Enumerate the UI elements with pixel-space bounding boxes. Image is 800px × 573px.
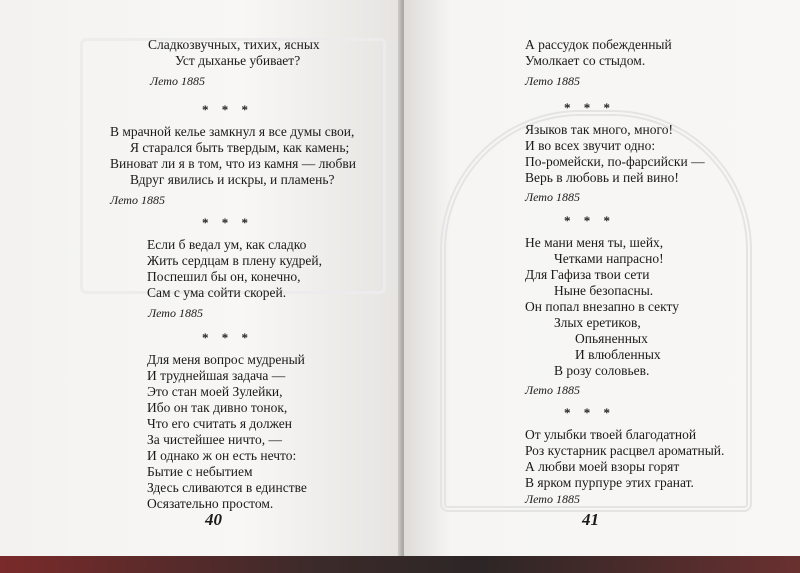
poem-line: Что его считать я должен <box>147 416 292 431</box>
poem-line: Для Гафиза твои сети <box>525 267 650 282</box>
poem-line: Жить сердцам в плену кудрей, <box>147 253 323 268</box>
poem-line: А любви моей взоры горят <box>525 459 680 474</box>
section-stars: * * * <box>564 100 615 115</box>
poem-line: В розу соловьев. <box>554 363 650 378</box>
poem-line: Не мани меня ты, шейх, <box>525 235 664 250</box>
poem-line: Вдруг явились и искры, и пламень? <box>130 172 335 187</box>
poem-date: Лето 1885 <box>148 306 203 320</box>
poem-line: В мрачной келье замкнул я все думы свои, <box>110 124 355 139</box>
section-stars: * * * <box>202 102 253 117</box>
poem-line: За чистейшее ничто, — <box>147 432 282 447</box>
poem-date: Лето 1885 <box>525 383 580 397</box>
poem-date: Лето 1885 <box>525 492 580 506</box>
poem-line: Злых еретиков, <box>554 315 641 330</box>
section-stars: * * * <box>202 330 253 345</box>
poem-line: Ибо он так дивно тонок, <box>147 400 288 415</box>
poem-date: Лето 1885 <box>110 193 165 207</box>
poem-line: Я старался быть твердым, как камень; <box>130 140 350 155</box>
poem-line: Сам с ума сойти скорей. <box>147 285 287 300</box>
poem-date: Лето 1885 <box>525 74 580 88</box>
poem-line: Умолкает со стыдом. <box>525 53 646 68</box>
section-stars: * * * <box>202 215 253 230</box>
poem-line: Это стан моей Зулейки, <box>147 384 283 399</box>
poem-line: По-ромейски, по-фарсийски — <box>525 154 705 169</box>
poem-line: И влюбленных <box>575 347 661 362</box>
poem-line: Роз кустарник расцвел ароматный. <box>525 443 725 458</box>
poem-line: От улыбки твоей благодатной <box>525 427 697 442</box>
poem-line: Четками напрасно! <box>554 251 664 266</box>
right-page <box>404 0 800 573</box>
poem-line: Здесь сливаются в единстве <box>147 480 307 495</box>
poem-line: Ныне безопасны. <box>554 283 654 298</box>
poem-line: Уст дыханье убивает? <box>175 53 301 68</box>
poem-line: Для меня вопрос мудреный <box>147 352 305 367</box>
poem-line: Поспешил бы он, конечно, <box>147 269 301 284</box>
poem-line: Осязательно простом. <box>147 496 274 511</box>
poem-line: Бытие с небытием <box>147 464 253 479</box>
poem-date: Лето 1885 <box>525 190 580 204</box>
poem-line: И однако ж он есть нечто: <box>147 448 297 463</box>
poem-line: И во всех звучит одно: <box>525 138 656 153</box>
poem-line: Если б ведал ум, как сладко <box>147 237 307 252</box>
poem-line: Сладкозвучных, тихих, ясных <box>148 37 320 52</box>
poem-line: Опьяненных <box>575 331 648 346</box>
section-stars: * * * <box>564 213 615 228</box>
poem-line: А рассудок побежденный <box>525 37 672 52</box>
poem-line: Верь в любовь и пей вино! <box>525 170 679 185</box>
page-number: 40 <box>205 510 222 529</box>
poem-line: Он попал внезапно в секту <box>525 299 679 314</box>
poem-line: Виноват ли я в том, что из камня — любви <box>110 156 356 171</box>
poem-line: В ярком пурпуре этих гранат. <box>525 475 694 490</box>
poem-line: И труднейшая задача — <box>147 368 286 383</box>
book-cover-edge <box>0 556 800 573</box>
poem-line: Языков так много, много! <box>525 122 673 137</box>
page-number: 41 <box>582 510 599 529</box>
section-stars: * * * <box>564 405 615 420</box>
poem-date: Лето 1885 <box>150 74 205 88</box>
